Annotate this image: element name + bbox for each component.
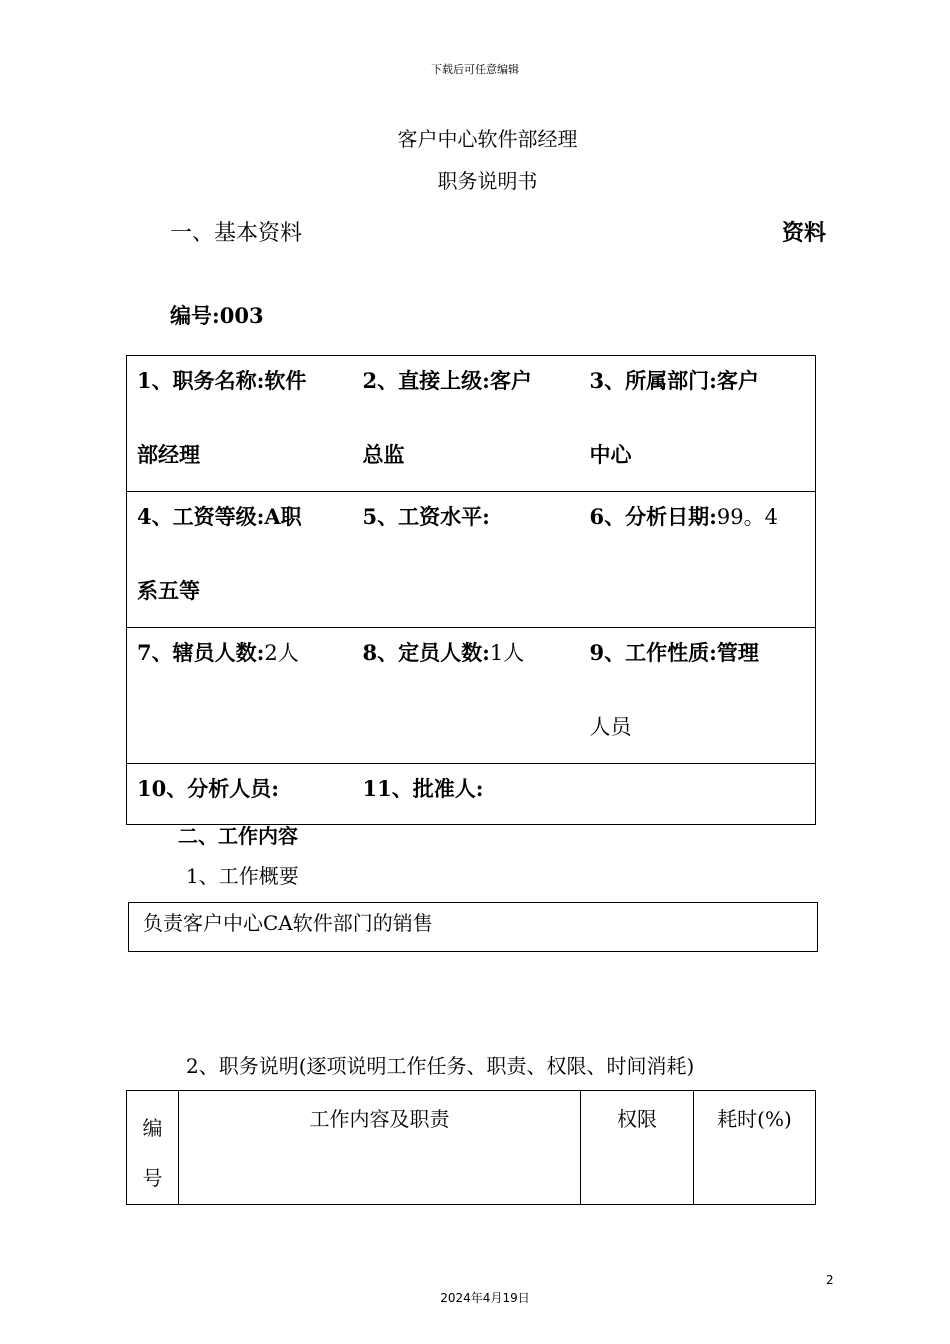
table-cell (353, 492, 580, 628)
supervisor-label: 2、直接上级:客户 (362, 368, 532, 393)
section-heading-basic-info: 一、基本资料 (170, 221, 303, 246)
analyst-label: 10、分析人员: (137, 776, 279, 801)
subordinates-value: 2人 (264, 641, 299, 665)
document-id: 编号:003 (170, 303, 264, 328)
salary-level-label: 5、工资水平: (362, 504, 490, 529)
basic-info-table (126, 355, 816, 825)
table-row (127, 492, 816, 628)
document-title: 客户中心软件部经理 (397, 127, 578, 151)
table-cell (127, 492, 353, 628)
table-cell (127, 764, 353, 825)
table-cell (127, 356, 353, 492)
salary-grade-label: 4、工资等级:A职 (137, 504, 302, 529)
column-header-authority: 权限 (581, 1091, 694, 1205)
column-header-number-line1: 编 (142, 1116, 163, 1140)
column-header-time: 耗时(%) (694, 1091, 816, 1205)
table-cell (353, 356, 580, 492)
job-title-label: 1、职务名称:软件 (137, 368, 307, 393)
document-subtitle: 职务说明书 (437, 169, 538, 193)
column-header-number-line2: 号 (142, 1166, 163, 1190)
job-nature-label: 9、工作性质:管理 (589, 640, 759, 665)
table-row (127, 356, 816, 492)
headcount-value: 1人 (489, 641, 525, 665)
table-cell (580, 628, 816, 764)
analysis-date-value: 99。4 (716, 505, 778, 529)
table-cell (580, 492, 816, 628)
analysis-date-label: 6、分析日期: (589, 504, 717, 529)
column-header-content: 工作内容及职责 (179, 1091, 581, 1205)
salary-grade-value: 系五等 (137, 578, 200, 603)
work-summary-label: 1、工作概要 (186, 864, 299, 888)
table-row (127, 764, 816, 825)
work-summary-text: 负责客户中心CA软件部门的销售 (143, 911, 433, 935)
job-title-value: 部经理 (137, 442, 200, 467)
headcount-label: 8、定员人数: (362, 640, 490, 665)
footer-date: 2024年4月19日 (440, 1291, 530, 1305)
table-cell (580, 356, 816, 492)
work-summary-box (128, 902, 818, 952)
table-cell (353, 764, 580, 825)
department-value: 中心 (589, 442, 632, 467)
table-cell (353, 628, 580, 764)
table-header-row (127, 1091, 816, 1205)
table-cell (127, 628, 353, 764)
table-row (127, 628, 816, 764)
job-nature-value: 人员 (589, 715, 632, 739)
approver-label: 11、批准人: (362, 776, 484, 801)
section-right-label: 资料 (782, 220, 827, 246)
section-heading-work-content: 二、工作内容 (178, 824, 298, 848)
supervisor-value: 总监 (362, 442, 405, 467)
subordinates-label: 7、辖员人数: (137, 640, 265, 665)
header-note: 下载后可任意编辑 (431, 63, 519, 76)
department-label: 3、所属部门:客户 (589, 368, 759, 393)
column-header-number (127, 1091, 179, 1205)
page-number: 2 (826, 1273, 834, 1287)
table-cell (580, 764, 816, 825)
duty-table (126, 1090, 816, 1205)
duty-description-label: 2、职务说明(逐项说明工作任务、职责、权限、时间消耗) (186, 1054, 695, 1078)
